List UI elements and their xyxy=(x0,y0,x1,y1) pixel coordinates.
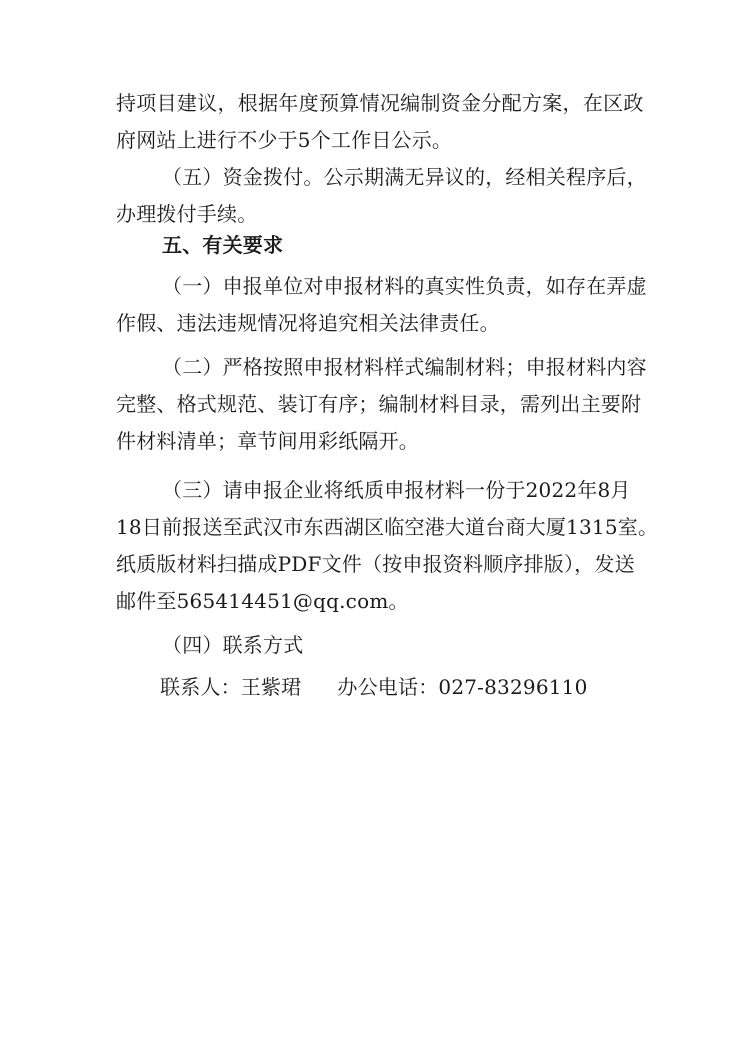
paragraph-submission xyxy=(116,472,659,620)
paragraph-line: （二）严格按照申报材料样式编制材料；申报材料内容 xyxy=(162,355,647,379)
paragraph-contact-heading xyxy=(116,627,644,664)
section-heading-wrapper xyxy=(116,227,644,264)
paragraph-fund-plan xyxy=(116,85,644,159)
contact-spacer xyxy=(301,669,337,706)
paragraph-line: 作假、违法违规情况将追究相关法律责任。 xyxy=(116,311,500,335)
paragraph-line: （一）申报单位对申报材料的真实性负责，如存在弄虚 xyxy=(162,274,647,298)
paragraph-line: （三）请申报企业将纸质申报材料一份于2022年8月 xyxy=(162,478,631,502)
paragraph-line: 件材料清单；章节间用彩纸隔开。 xyxy=(116,429,419,453)
section-heading: 五、有关要求 xyxy=(162,233,284,257)
paragraph-line: （四）联系方式 xyxy=(162,633,304,657)
paragraph-format xyxy=(116,349,647,460)
paragraph-line: （五）资金拨付。公示期满无异议的，经相关程序后， xyxy=(162,165,647,189)
contact-info xyxy=(116,669,644,706)
contact-line xyxy=(116,669,644,706)
paragraph-line: 办理拨付手续。 xyxy=(116,202,258,226)
paragraph-line: 纸质版材料扫描成PDF文件（按申报资料顺序排版），发送 xyxy=(116,552,635,576)
paragraph-line: 18日前报送至武汉市东西湖区临空港大道台商大厦1315室。 xyxy=(116,515,659,539)
contact-person: 联系人：王紫珺 xyxy=(160,675,302,699)
contact-phone: 办公电话：027-83296110 xyxy=(337,675,588,699)
paragraph-line: 完整、格式规范、装订有序；编制材料目录，需列出主要附 xyxy=(116,392,642,416)
paragraph-line: 邮件至565414451@qq.com。 xyxy=(116,589,409,613)
paragraph-fund-disbursement xyxy=(116,159,647,233)
paragraph-line: 持 项 目 建 议 ， 根 据 年 度 预 算 情 况 编 制 资 金 分 配 方 案 ， 在 区 政 xyxy=(116,91,644,115)
paragraph-line: 府网站上进行不少于5个工作日公示。 xyxy=(116,128,453,152)
paragraph-authenticity xyxy=(116,268,647,342)
